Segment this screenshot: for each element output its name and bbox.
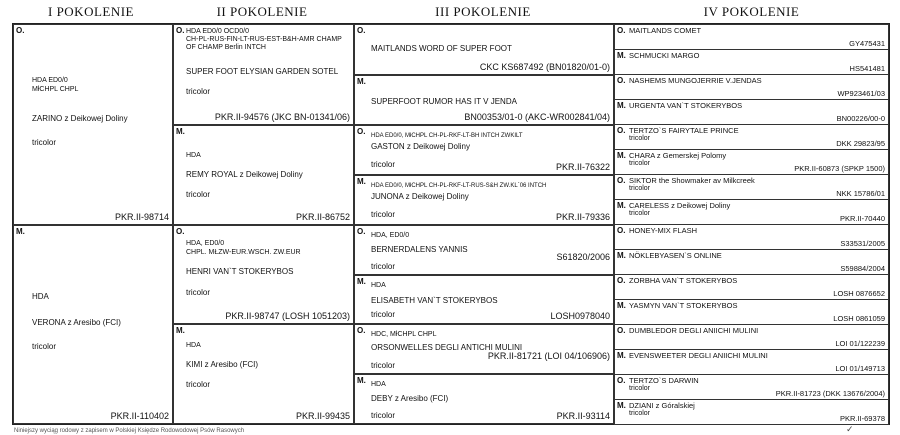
dog-name: DZIANI z Góralskiej	[629, 401, 695, 410]
gen3-4	[354, 175, 614, 225]
registration-number: BN00226/00-0	[836, 113, 885, 123]
sex-male-label: O.	[617, 276, 626, 285]
dog-color: tricolor	[629, 135, 651, 142]
sex-female-label: M.	[176, 127, 185, 136]
titles: CH-PL-RUS-FIN-LT-RUS-EST-B&H-AMR CHAMP	[186, 36, 342, 43]
registration-number: PKR.II-99435	[295, 411, 350, 421]
sex-male-label: O.	[16, 26, 25, 35]
registration-number: S59884/2004	[840, 263, 885, 273]
titles: HDA	[186, 342, 201, 349]
sex-female-label: M.	[357, 77, 366, 86]
titles: HDA	[32, 292, 49, 301]
header-gen-4: IV POKOLENIE	[703, 4, 800, 19]
titles: HDA	[186, 152, 201, 159]
dog-name: NÖKLEBYASEN`S ONLINE	[629, 251, 722, 260]
dog-name: NASHEMS MUNGOJERRIE V.JENDAS	[629, 76, 762, 85]
dog-name: SIKTOR the Showmaker av Milkcreek	[629, 176, 755, 185]
titles: HDA	[371, 282, 386, 289]
gen2-sire-sire	[173, 24, 354, 125]
dog-color: tricolor	[629, 185, 651, 192]
gen4-4	[614, 99, 889, 125]
registration-number: PKR.II-98714	[114, 212, 169, 222]
registration-number: PKR.II-93114	[556, 411, 610, 421]
dog-color: tricolor	[32, 138, 57, 147]
dog-name: CARELESS z Deikowej Doliny	[629, 201, 731, 210]
sex-female-label: M.	[617, 301, 626, 310]
titles: HDA	[371, 381, 386, 388]
dog-name: SUPER FOOT ELYSIAN GARDEN SOTEL	[186, 67, 339, 76]
gen4-16	[614, 399, 889, 425]
sex-male-label: O.	[357, 326, 366, 335]
dog-name: VERONA z Aresibo (FCI)	[32, 318, 121, 327]
check-mark: ✓	[846, 424, 854, 434]
registration-number: DKK 29823/95	[836, 138, 885, 148]
gen3-6	[354, 275, 614, 324]
sex-female-label: M.	[617, 51, 626, 60]
sex-female-label: M.	[617, 101, 626, 110]
gen4-11	[614, 274, 889, 300]
dog-name: SUPERFOOT RUMOR HAS IT V JENDA	[371, 97, 517, 106]
titles: HDA, ED0/0	[371, 232, 410, 239]
gen1-sire	[13, 24, 173, 225]
registration-number: PKR.II-60873 (SPKP 1500)	[794, 163, 885, 173]
gen4-2	[614, 49, 889, 75]
registration-number: PKR.II-69378	[839, 413, 885, 423]
dog-color: tricolor	[371, 160, 396, 169]
registration-number: PKR.II-94576 (JKC BN-01341/06)	[214, 112, 350, 122]
dog-name: TERTZO`S FAIRYTALE PRINCE	[629, 126, 739, 135]
gen4-3	[614, 74, 889, 100]
dog-name: HENRI VAN`T STOKERYBOS	[186, 267, 294, 276]
sex-male-label: O.	[617, 326, 626, 335]
gen3-1	[354, 24, 614, 75]
dog-name: MAITLANDS COMET	[629, 26, 702, 35]
dog-name: ORSONWELLES DEGLI ANTICHI MULINI	[371, 343, 523, 352]
registration-number: BN00353/01-0 (AKC-WR002841/04)	[464, 112, 610, 122]
footer-note: Niniejszy wyciąg rodowy z zapisem w Polskiej Księdze Rodowodowej Psów Rasowych	[14, 428, 245, 434]
dog-name: GASTON z Deikowej Doliny	[371, 142, 470, 151]
dog-color: tricolor	[629, 210, 651, 217]
registration-number: S61820/2006	[556, 252, 610, 262]
titles: CHPL. MŁZW-EUR.WSCH. ZW.EUR	[186, 249, 301, 256]
gen4-8	[614, 199, 889, 225]
registration-number: LOI 01/122239	[835, 338, 885, 348]
dog-name: ZORBHA VAN`T STOKERYBOS	[629, 276, 738, 285]
registration-number: PKR.II-76322	[555, 162, 610, 172]
gen4-1	[614, 24, 889, 50]
titles: HDA ED0/0, MłCHPL CH-PL-RKF-LT-BH INTCH ZWKILT	[371, 133, 523, 139]
sex-male-label: O.	[617, 126, 626, 135]
gen4-14	[614, 349, 889, 375]
dog-name: TERTZO`S DARWIN	[629, 376, 699, 385]
header-gen-1: I POKOLENIE	[47, 4, 134, 19]
sex-male-label: O.	[617, 76, 626, 85]
header-gen-2: II POKOLENIE	[216, 4, 308, 19]
dog-name: CHARA z Gemerskej Polomy	[629, 151, 727, 160]
dog-color: tricolor	[371, 262, 396, 271]
dog-name: ZARINO z Deikowej Doliny	[32, 114, 128, 123]
sex-male-label: O.	[617, 226, 626, 235]
gen4-6	[614, 149, 889, 175]
gen3-7	[354, 324, 614, 374]
dog-color: tricolor	[629, 385, 651, 392]
sex-female-label: M.	[617, 251, 626, 260]
registration-number: PKR.II-98747 (LOSH 1051203)	[225, 311, 350, 321]
dog-color: tricolor	[371, 210, 396, 219]
gen4-5	[614, 124, 889, 150]
dog-name: SCHMUCKI MARGO	[629, 51, 700, 60]
gen3-5	[354, 225, 614, 275]
registration-number: LOSH 0861059	[833, 313, 885, 323]
gen4-15	[614, 374, 889, 400]
registration-number: WP923461/03	[837, 88, 885, 98]
gen1-dam	[13, 225, 173, 424]
gen2-dam-dam	[173, 324, 354, 424]
registration-number: PKR.II-81723 (DKK 13676/2004)	[775, 388, 885, 398]
dog-name: ELISABETH VAN`T STOKERYBOS	[371, 296, 498, 305]
gen3-8	[354, 374, 614, 424]
dog-name: DEBY z Aresibo (FCI)	[371, 394, 449, 403]
gen4-9	[614, 224, 889, 250]
titles: OF CHAMP Berlin INTCH	[186, 44, 266, 51]
registration-number: LOSH 0876652	[833, 288, 885, 298]
dog-name: YASMYN VAN`T STOKERYBOS	[629, 301, 738, 310]
gen4-12	[614, 299, 889, 325]
sex-male-label: O.	[617, 26, 626, 35]
sex-male-label: O.	[357, 127, 366, 136]
dog-name: URGENTA VAN`T STOKERYBOS	[629, 101, 743, 110]
dog-color: tricolor	[32, 342, 57, 351]
gen2-sire-dam	[173, 125, 354, 225]
titles: HDA ED0/0, MłCHPL CH-PL-RKF-LT-RUS-S&H ZW.KL`06 INTCH	[371, 183, 547, 189]
registration-number: PKR.II-86752	[295, 212, 350, 222]
pedigree-grid	[12, 23, 890, 425]
titles: MłCHPL CHPL	[32, 86, 79, 93]
sex-male-label: O.	[357, 26, 366, 35]
sex-female-label: M.	[16, 227, 25, 236]
titles: HDC, MłCHPL CHPL	[371, 331, 437, 338]
sex-female-label: M.	[357, 277, 366, 286]
sex-female-label: M.	[357, 376, 366, 385]
titles: HDA ED0/0	[32, 77, 68, 84]
gen4-7	[614, 174, 889, 200]
gen4-10	[614, 249, 889, 275]
dog-color: tricolor	[371, 310, 396, 319]
dog-name: DUMBLEDOR DEGLI ANIICHI MULINI	[629, 326, 759, 335]
sex-male-label: O.	[176, 227, 185, 236]
registration-number: PKR.II-79336	[555, 212, 610, 222]
sex-female-label: M.	[357, 177, 366, 186]
registration-number: GY475431	[849, 38, 885, 48]
registration-number: LOSH0978040	[550, 311, 610, 321]
dog-name: HONEY-MIX FLASH	[629, 226, 698, 235]
registration-number: LOI 01/149713	[835, 363, 885, 373]
dog-name: BERNERDALENS YANNIS	[371, 245, 468, 254]
sex-female-label: M.	[617, 201, 626, 210]
registration-number: PKR.II-110402	[110, 411, 169, 421]
gen4-13	[614, 324, 889, 350]
gen2-dam-sire	[173, 225, 354, 324]
sex-male-label: O.	[357, 227, 366, 236]
dog-name: MAITLANDS WORD OF SUPER FOOT	[371, 44, 512, 53]
registration-number: PKR.II-81721 (LOI 04/106906)	[487, 351, 610, 361]
registration-number: S33531/2005	[840, 238, 885, 248]
titles: HDA ED0/0 OCD0/0	[186, 28, 250, 35]
gen3-3	[354, 125, 614, 175]
gen3-2	[354, 75, 614, 125]
dog-color: tricolor	[186, 190, 211, 199]
dog-color: tricolor	[629, 410, 651, 417]
sex-female-label: M.	[617, 151, 626, 160]
sex-female-label: M.	[176, 326, 185, 335]
dog-color: tricolor	[186, 87, 211, 96]
header-gen-3: III POKOLENIE	[435, 4, 531, 19]
dog-name: KIMI z Aresibo (FCI)	[186, 360, 259, 369]
registration-number: NKK 15786/01	[836, 188, 885, 198]
dog-name: REMY ROYAL z Deikowej Doliny	[186, 170, 303, 179]
dog-color: tricolor	[186, 288, 211, 297]
dog-color: tricolor	[186, 380, 211, 389]
registration-number: PKR.II-70440	[839, 213, 885, 223]
dog-name: JUNONA z Deikowej Doliny	[371, 192, 469, 201]
registration-number: HS541481	[849, 63, 885, 73]
sex-female-label: M.	[617, 401, 626, 410]
sex-male-label: O.	[176, 26, 185, 35]
dog-name: EVENSWEETER DEGLI ANIICHI MULINI	[629, 351, 768, 360]
sex-male-label: O.	[617, 176, 626, 185]
sex-male-label: O.	[617, 376, 626, 385]
dog-color: tricolor	[629, 160, 651, 167]
sex-female-label: M.	[617, 351, 626, 360]
dog-color: tricolor	[371, 411, 396, 420]
dog-color: tricolor	[371, 361, 396, 370]
titles: HDA, ED0/0	[186, 240, 225, 247]
registration-number: CKC KS687492 (BN01820/01-0)	[479, 62, 610, 72]
